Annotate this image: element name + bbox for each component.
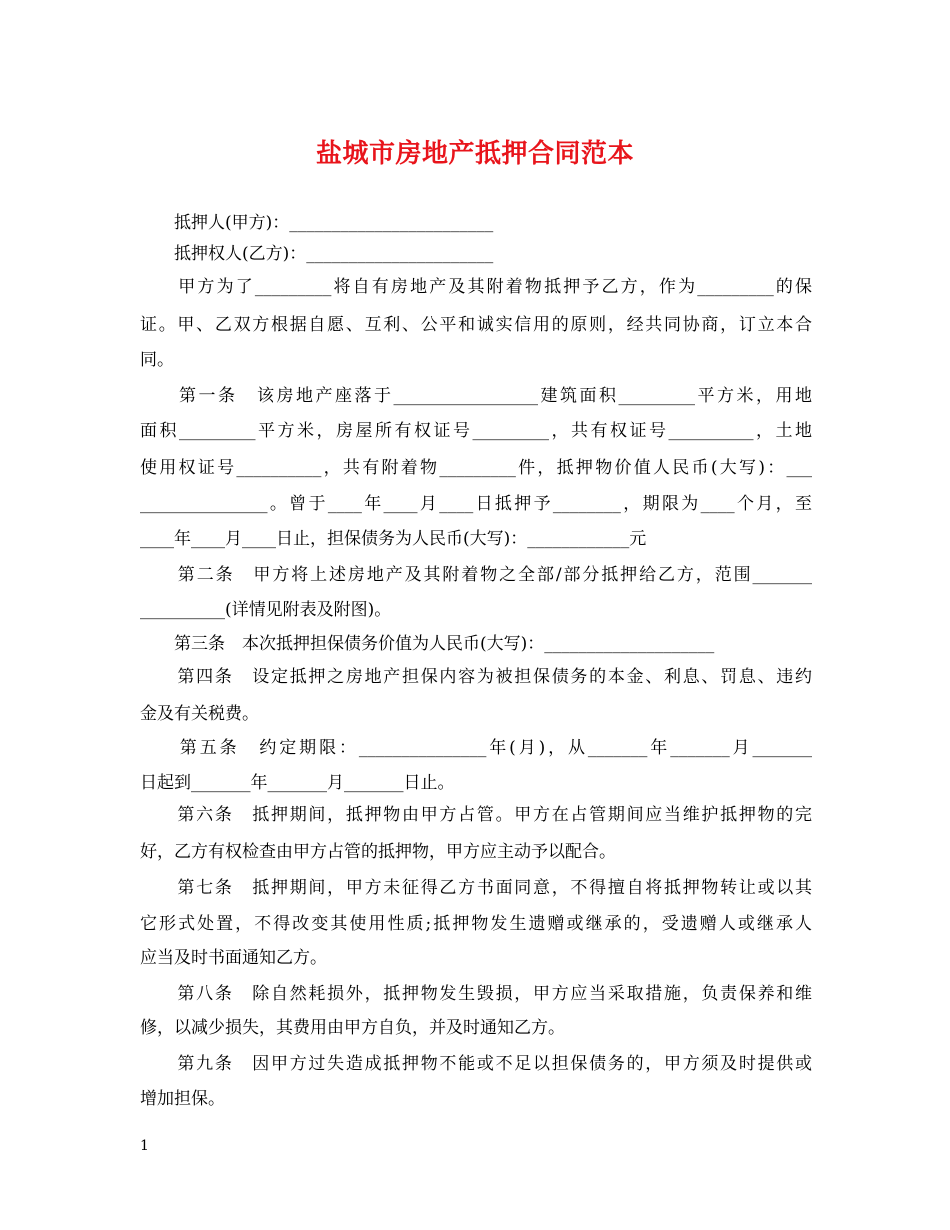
text-line: 金及有关税费。 xyxy=(140,704,259,724)
document-title: 盐城市房地产抵押合同范本 xyxy=(315,139,634,169)
text-line: 证。甲、乙双方根据自愿、互利、公平和诚实信用的原则，经共同协商，订立本合 xyxy=(140,315,812,335)
text-line: _______________。曾于____年____月____日抵押予________，期限为____个月，至 xyxy=(140,494,812,514)
text-line: 第三条 本次抵押担保债务价值为人民币(大写)：____________________ xyxy=(140,634,715,654)
page-number: 1 xyxy=(140,1138,149,1154)
text-line: 第五条 约定期限：_______________年(月)，从_______年_______月_______ xyxy=(140,738,812,758)
text-line: 抵押人(甲方)：________________________ xyxy=(140,213,494,233)
text-line: 第九条 因甲方过失造成抵押物不能或不足以担保债务的，甲方须及时提供或 xyxy=(140,1054,812,1074)
text-line: 第八条 除自然耗损外，抵押物发生毁损，甲方应当采取措施，负责保养和维 xyxy=(140,984,812,1004)
text-line: 第二条 甲方将上述房地产及其附着物之全部/部分抵押给乙方，范围_______ xyxy=(140,565,812,585)
text-line: 增加担保。 xyxy=(140,1089,225,1109)
text-line: 同。 xyxy=(140,350,174,370)
text-line: 日起到_______年_______月_______日止。 xyxy=(140,773,455,793)
text-line: 甲方为了_________将自有房地产及其附着物抵押予乙方，作为_________的保 xyxy=(140,277,812,297)
text-line: 第一条 该房地产座落于_________________建筑面积_________平方米，用地 xyxy=(140,386,812,406)
text-line: 第六条 抵押期间，抵押物由甲方占管。甲方在占管期间应当维护抵押物的完 xyxy=(140,805,812,825)
text-line: 使用权证号__________，共有附着物_________件，抵押物价值人民币(大写)：___ xyxy=(140,458,812,478)
text-line: __________(详情见附表及附图)。 xyxy=(140,600,392,620)
text-line: 应当及时书面通知乙方。 xyxy=(140,948,327,968)
text-line: 它形式处置，不得改变其使用性质;抵押物发生遗赠或继承的，受遗赠人或继承人 xyxy=(140,914,812,934)
text-line: 修，以减少损失，其费用由甲方自负，并及时通知乙方。 xyxy=(140,1018,565,1038)
text-line: 好，乙方有权检查由甲方占管的抵押物，甲方应主动予以配合。 xyxy=(140,842,616,862)
text-line: 面积_________平方米，房屋所有权证号_________，共有权证号__________，土地 xyxy=(140,421,812,441)
text-line: 第七条 抵押期间，甲方未征得乙方书面同意，不得擅自将抵押物转让或以其 xyxy=(140,878,812,898)
text-line: 抵押权人(乙方)：______________________ xyxy=(140,244,494,264)
text-line: 第四条 设定抵押之房地产担保内容为被担保债务的本金、利息、罚息、违约 xyxy=(140,667,812,687)
text-line: ____年____月____日止，担保债务为人民币(大写)：____________元 xyxy=(140,529,647,549)
